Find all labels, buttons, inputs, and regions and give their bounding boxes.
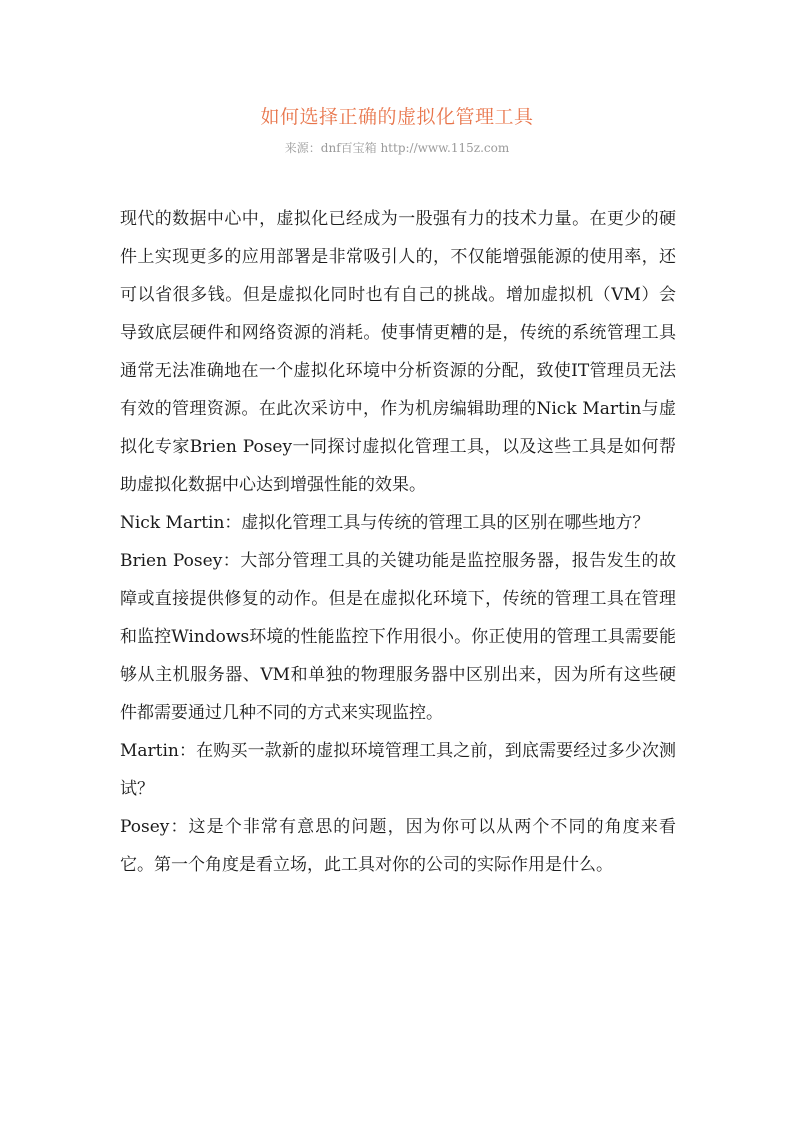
paragraph-answer-2: Posey：这是个非常有意思的问题，因为你可以从两个不同的角度来看它。第一个角度是看立场，此工具对你的公司的实际作用是什么。 — [120, 817, 676, 875]
paragraph-intro: 现代的数据中心中，虚拟化已经成为一股强有力的技术力量。在更少的硬件上实现更多的应用部署是非常吸引人的，不仅能增强能源的使用率，还可以省很多钱。但是虚拟化同时也有自己的挑战。增加虚拟机（VM）会导致底层硬件和网络资源的消耗。使事情更糟的是，传统的系统管理工具通常无法准确地在一个虚拟化环境中分析资源的分配，致使IT管理员无法有效的管理资源。在此次采访中，作为机房编辑助理的Nick Martin与虚拟化专家Brien Posey一同探讨虚拟化管理工具，以及这些工具是如何帮助虚拟化数据中心达到增强性能的效果。 — [120, 209, 676, 495]
paragraph-question-1: Nick Martin：虚拟化管理工具与传统的管理工具的区别在哪些地方？ — [120, 513, 650, 533]
paragraph-question-2: Martin：在购买一款新的虚拟环境管理工具之前，到底需要经过多少次测试？ — [120, 741, 676, 799]
document-source: 来源：dnf百宝箱 http://www.115z.com — [284, 141, 510, 155]
document-title: 如何选择正确的虚拟化管理工具 — [260, 106, 534, 128]
article-body — [120, 200, 676, 884]
paragraph-answer-1: Brien Posey：大部分管理工具的关键功能是监控服务器，报告发生的故障或直接提供修复的动作。但是在虚拟化环境下，传统的管理工具在管理和监控Windows环境的性能监控下作用很小。你正使用的管理工具需要能够从主机服务器、VM和单独的物理服务器中区别出来，因为所有这些硬件都需要通过几种不同的方式来实现监控。 — [120, 551, 676, 723]
